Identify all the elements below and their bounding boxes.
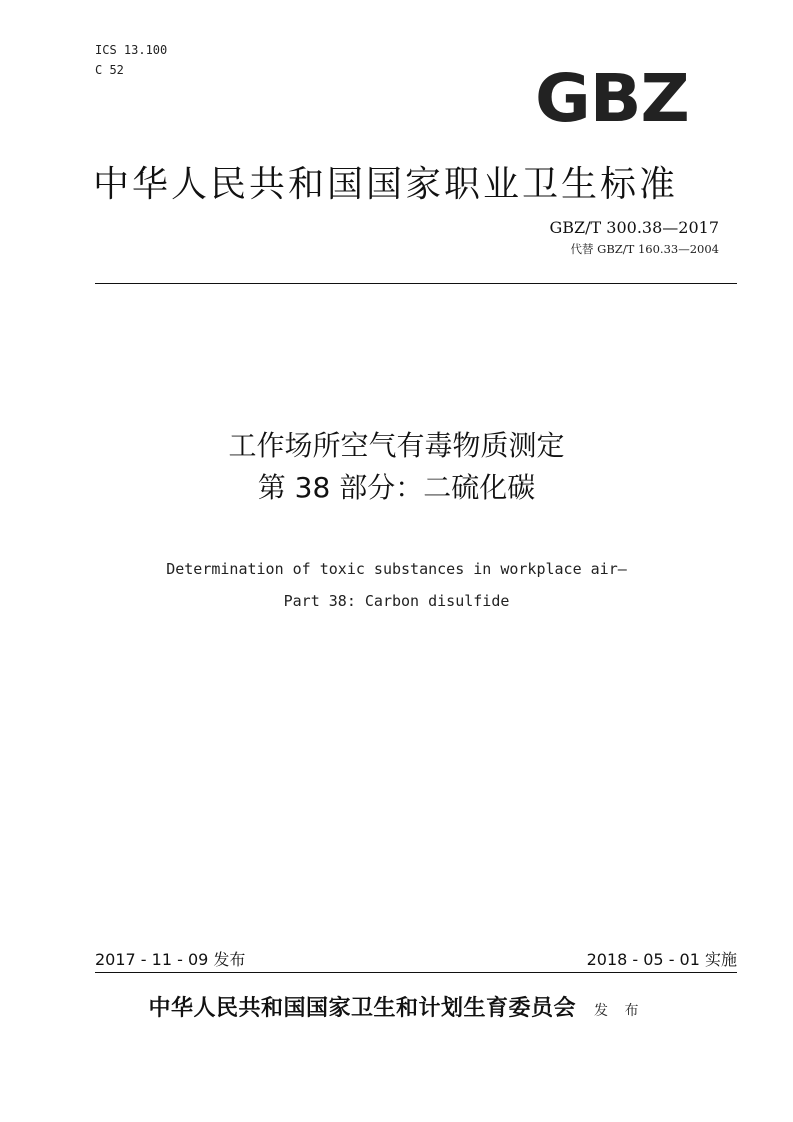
issue-date: 2017 - 11 - 09 发布 xyxy=(95,950,246,969)
issuing-authority: 中华人民共和国国家卫生和计划生育委员会 xyxy=(148,995,577,1021)
document-title-cn xyxy=(0,425,793,509)
gbz-logo: GBZ xyxy=(535,60,689,137)
title-en-line2: Part 38: Carbon disulfide xyxy=(283,592,510,610)
standard-type-heading: 中华人民共和国国家职业卫生标准 xyxy=(93,164,679,205)
title-cn-line1: 工作场所空气有毒物质测定 xyxy=(228,429,565,462)
classification-codes xyxy=(95,40,167,80)
issuer-line xyxy=(0,992,793,1024)
implementation-date: 2018 - 05 - 01 实施 xyxy=(586,950,737,969)
document-title-en xyxy=(0,553,793,617)
standard-number: GBZ/T 300.38—2017 xyxy=(549,218,719,237)
publish-label: 发 布 xyxy=(594,1003,645,1019)
replaces-note: 代替 GBZ/T 160.33—2004 xyxy=(570,242,719,256)
header-divider xyxy=(95,283,737,284)
footer-divider xyxy=(95,972,737,973)
title-cn-line2: 第 38 部分：二硫化碳 xyxy=(257,471,536,504)
ccs-code: C 52 xyxy=(95,63,124,77)
ics-code: ICS 13.100 xyxy=(95,43,168,57)
title-en-line1: Determination of toxic substances in workplace air— xyxy=(166,560,627,578)
